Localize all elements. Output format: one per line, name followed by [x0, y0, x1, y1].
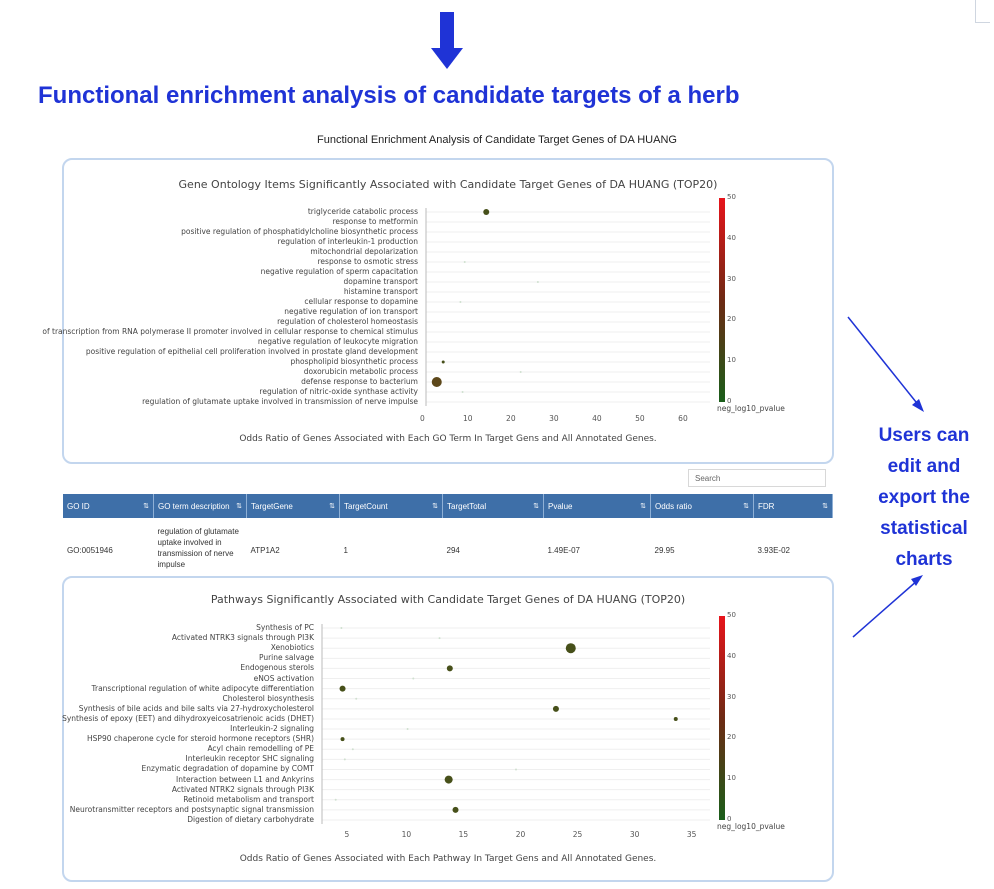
category-label: positive regulation of epithelial cell proliferation involved in prostate gland development	[85, 347, 418, 356]
sort-icon: ⇅	[743, 503, 749, 510]
category-label: Xenobiotics	[270, 643, 314, 653]
data-point[interactable]	[462, 391, 464, 393]
go-chart-panel[interactable]	[42, 158, 834, 464]
col-header-fdr[interactable]	[754, 494, 833, 518]
category-label: phospholipid biosynthetic process	[290, 357, 418, 366]
data-point[interactable]	[483, 209, 489, 215]
data-point[interactable]	[459, 301, 461, 303]
category-label: Endogenous sterols	[240, 663, 314, 673]
down-arrow-icon	[431, 12, 463, 70]
category-label: negative regulation of leukocyte migration	[257, 337, 418, 346]
category-label: Transcriptional regulation of white adipocyte differentiation	[91, 683, 314, 693]
colorbar	[719, 198, 725, 402]
col-header-label: GO term description	[158, 501, 230, 511]
category-label: regulation of nitric-oxide synthase activity	[259, 387, 418, 396]
col-header-label: TargetGene	[251, 501, 293, 511]
colorbar	[719, 616, 725, 820]
col-header-target-count[interactable]	[340, 494, 443, 518]
colorbar-tick-label: 10	[727, 356, 736, 365]
sort-icon: ⇅	[236, 503, 242, 510]
data-point[interactable]	[464, 261, 466, 263]
data-point[interactable]	[520, 371, 522, 373]
colorbar-tick-label: 0	[727, 815, 732, 823]
data-point[interactable]	[453, 807, 459, 813]
colorbar-tick-label: 30	[727, 692, 736, 701]
category-label: Neurotransmitter receptors and postsynaptic signal transmission	[69, 804, 314, 814]
data-point[interactable]	[341, 737, 345, 741]
category-label: mitochondrial depolarization	[310, 247, 418, 256]
colorbar-tick-label: 40	[727, 233, 736, 242]
colorbar-label: neg_log10_pvalue	[717, 822, 785, 831]
go-chart-title: Gene Ontology Items Significantly Associated with Candidate Target Genes of DA HUANG (TOP20)	[178, 178, 718, 191]
x-tick-label: 0	[420, 414, 425, 423]
category-label: negative regulation of ion transport	[284, 307, 418, 316]
x-tick-label: 20	[515, 830, 526, 839]
category-label: regulation of cholesterol homeostasis	[277, 317, 418, 326]
category-label: cellular response to dopamine	[304, 297, 418, 306]
data-point[interactable]	[515, 768, 517, 770]
pathway-chart-panel[interactable]	[62, 576, 834, 882]
col-header-go-id[interactable]	[63, 494, 154, 518]
category-label: Purine salvage	[258, 653, 314, 663]
cell-pvalue: 1.49E-07	[547, 545, 580, 555]
x-tick-label: 10	[463, 414, 473, 423]
table-header-row	[63, 494, 833, 518]
category-label: Digestion of dietary carbohydrate	[187, 815, 314, 824]
data-point[interactable]	[447, 665, 453, 671]
category-label: dopamine transport	[343, 277, 418, 286]
data-point[interactable]	[335, 799, 337, 801]
col-header-pvalue[interactable]	[544, 494, 651, 518]
category-label: triglyceride catabolic process	[307, 207, 418, 216]
cell-description-text: regulation of glutamate uptake involved in transmission of nerve impulse	[157, 527, 239, 569]
category-label: Synthesis of epoxy (EET) and dihydroxyeicosatrienoic acids (DHET)	[62, 713, 314, 723]
data-point[interactable]	[553, 706, 559, 712]
go-results-table	[63, 494, 833, 582]
data-point[interactable]	[439, 637, 441, 639]
category-label: Synthesis of bile acids and bile salts via 27-hydroxycholesterol	[78, 703, 314, 713]
colorbar-tick-label: 50	[727, 193, 736, 201]
x-tick-label: 20	[506, 414, 516, 423]
x-tick-label: 30	[549, 414, 559, 423]
category-label: negative regulation of sperm capacitation	[260, 267, 418, 276]
data-point[interactable]	[674, 717, 678, 721]
x-tick-label: 60	[678, 414, 688, 423]
cell-description	[154, 518, 247, 582]
category-label: defense response to bacterium	[301, 377, 418, 386]
data-point[interactable]	[340, 627, 342, 629]
sort-icon: ⇅	[329, 503, 335, 510]
colorbar-tick-label: 0	[727, 397, 732, 405]
category-label: histamine transport	[343, 287, 418, 296]
col-header-label: FDR	[758, 501, 775, 511]
category-label: Cholesterol biosynthesis	[222, 693, 314, 703]
pathway-chart-xlabel: Odds Ratio of Genes Associated with Each Pathway In Target Gens and All Annotated Genes.	[239, 854, 657, 864]
data-point[interactable]	[537, 281, 539, 283]
col-header-target-gene[interactable]	[247, 494, 340, 518]
colorbar-tick-label: 20	[727, 733, 736, 742]
go-chart-xlabel: Odds Ratio of Genes Associated with Each GO Term In Target Gens and All Annotated Genes.	[239, 434, 657, 444]
table-row[interactable]	[63, 518, 833, 582]
colorbar-tick-label: 10	[727, 774, 736, 783]
category-label: Activated NTRK2 signals through PI3K	[171, 784, 314, 794]
col-header-label: TargetCount	[344, 501, 388, 511]
category-label: Retinoid metabolism and transport	[183, 794, 314, 804]
cell-target-total: 294	[446, 545, 460, 555]
x-tick-label: 50	[635, 414, 645, 423]
data-point[interactable]	[442, 361, 445, 364]
data-point[interactable]	[352, 748, 354, 750]
category-label: Interleukin-2 signaling	[230, 724, 314, 734]
category-label: HSP90 chaperone cycle for steroid hormone receptors (SHR)	[87, 734, 314, 744]
callout-arrow-up-icon	[845, 312, 935, 417]
callout-arrow-down-icon	[850, 570, 930, 640]
colorbar-tick-label: 20	[727, 315, 736, 324]
sort-icon: ⇅	[533, 503, 539, 510]
search-input[interactable]	[688, 469, 826, 487]
cell-odds-ratio: 29.95	[654, 545, 675, 555]
col-header-label: GO ID	[67, 501, 90, 511]
col-header-odds-ratio[interactable]	[651, 494, 754, 518]
sort-icon: ⇅	[432, 503, 438, 510]
category-label: response to metformin	[332, 217, 418, 226]
col-header-label: TargetTotal	[447, 501, 487, 511]
data-point[interactable]	[355, 698, 357, 700]
data-point[interactable]	[407, 728, 409, 730]
page-title: Functional Enrichment Analysis of Candidate Target Genes of DA HUANG	[317, 134, 677, 146]
data-point[interactable]	[340, 686, 346, 692]
data-point[interactable]	[566, 643, 576, 653]
colorbar-tick-label: 40	[727, 651, 736, 660]
category-label: Enzymatic degradation of dopamine by COMT	[141, 764, 314, 774]
x-tick-label: 40	[592, 414, 602, 423]
plot-area	[64, 578, 832, 880]
col-header-label: Odds ratio	[655, 501, 692, 511]
col-header-description[interactable]	[154, 494, 247, 518]
pathway-chart-title: Pathways Significantly Associated with Candidate Target Genes of DA HUANG (TOP20)	[210, 593, 686, 606]
cell-go-id: GO:0051946	[67, 545, 113, 555]
category-label: of transcription from RNA polymerase II promoter involved in cellular response to chemical stimulus	[42, 327, 418, 336]
data-point[interactable]	[432, 377, 442, 387]
x-tick-label: 15	[458, 830, 469, 839]
sort-icon: ⇅	[143, 503, 149, 510]
category-label: response to osmotic stress	[317, 257, 418, 266]
category-label: doxorubicin metabolic process	[303, 367, 418, 376]
colorbar-tick-label: 50	[727, 611, 736, 619]
cell-target-count: 1	[343, 545, 348, 555]
colorbar-label: neg_log10_pvalue	[717, 404, 785, 413]
category-label: Activated NTRK3 signals through PI3K	[171, 633, 314, 643]
sort-icon: ⇅	[640, 503, 646, 510]
category-label: Interleukin receptor SHC signaling	[185, 754, 314, 764]
category-label: Interaction between L1 and Ankyrins	[176, 774, 314, 784]
headline: Functional enrichment analysis of candidate targets of a herb	[38, 82, 740, 109]
cell-fdr: 3.93E-02	[757, 545, 790, 555]
x-tick-label: 25	[572, 830, 583, 839]
x-tick-label: 5	[344, 830, 350, 839]
colorbar-tick-label: 30	[727, 274, 736, 283]
side-callout-text: Users can edit and export the statistical charts	[878, 425, 970, 570]
category-label: eNOS activation	[253, 673, 314, 683]
category-label: regulation of glutamate uptake involved in transmission of nerve impulse	[142, 397, 418, 406]
category-label: positive regulation of phosphatidylcholine biosynthetic process	[181, 227, 418, 236]
category-label: Acyl chain remodelling of PE	[207, 744, 314, 754]
sort-icon: ⇅	[822, 503, 828, 510]
col-header-target-total[interactable]	[443, 494, 544, 518]
data-point[interactable]	[412, 678, 414, 680]
x-tick-label: 10	[401, 830, 412, 839]
plot-area	[64, 160, 832, 462]
category-label: Synthesis of PC	[256, 623, 314, 632]
cell-target-gene: ATP1A2	[250, 545, 280, 555]
data-point[interactable]	[445, 776, 453, 784]
window-corner	[975, 0, 990, 23]
x-tick-label: 30	[629, 830, 640, 839]
category-label: regulation of interleukin-1 production	[277, 237, 418, 246]
data-point[interactable]	[344, 758, 346, 760]
col-header-label: Pvalue	[548, 501, 573, 511]
x-tick-label: 35	[686, 830, 697, 839]
